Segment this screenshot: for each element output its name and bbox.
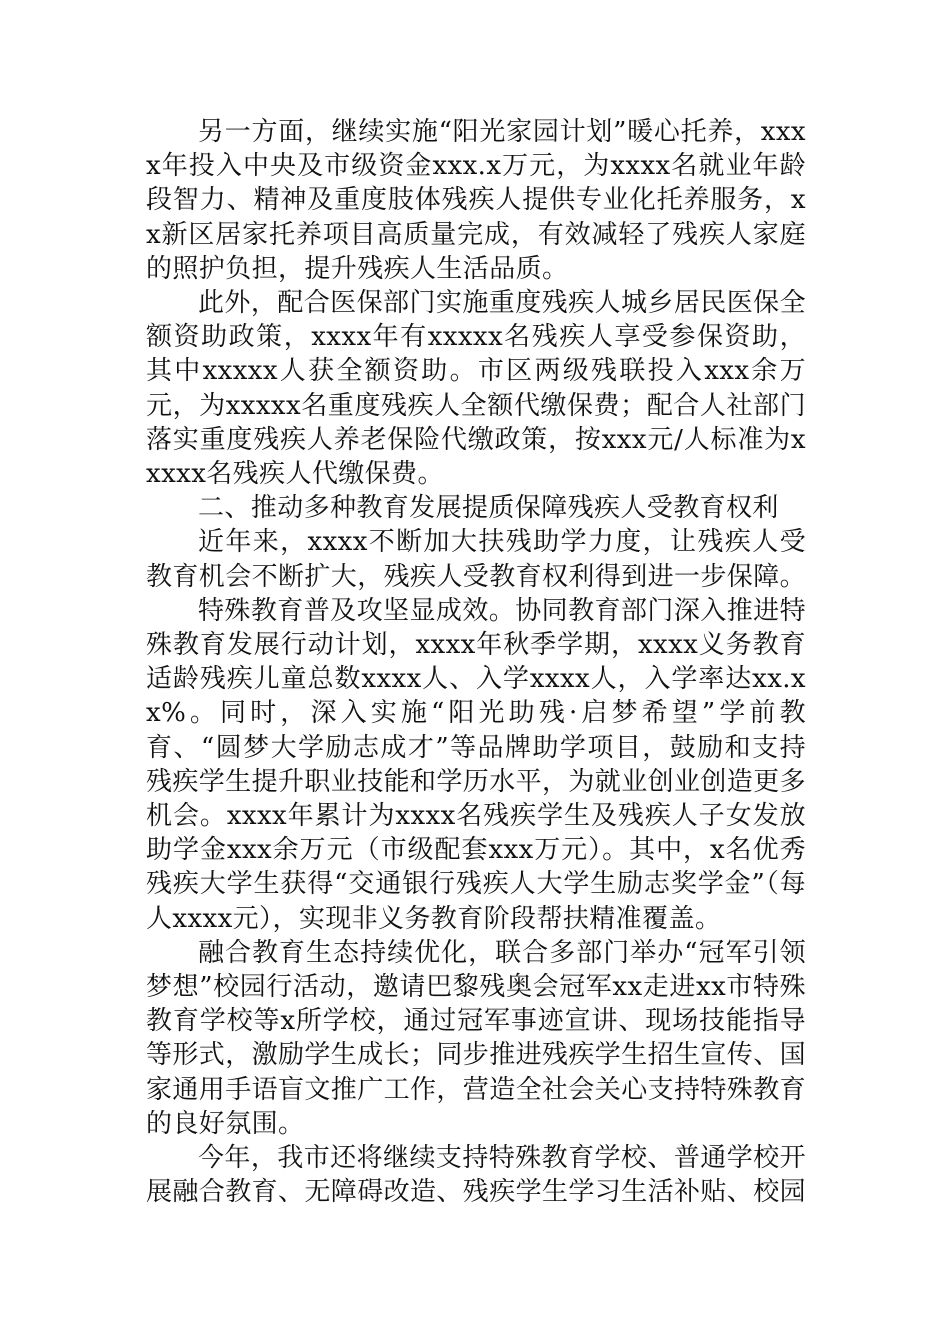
paragraph-education-intro: 近年来，xxxx不断加大扶残助学力度，让残疾人受教育机会不断扩大，残疾人受教育权利得到进一步保障。 [146,527,807,592]
paragraph-inclusive-education: 融合教育生态持续优化，联合多部门举办“冠军引领梦想”校园行活动，邀请巴黎残奥会冠军xx走进xx市特殊教育学校等x所学校，通过冠军事迹宣讲、现场技能指导等形式，激励学生成长；同步推进残疾学生招生宣传、国家通用手语盲文推广工作，营造全社会关心支持特殊教育的良好氛围。 [146,937,807,1139]
paragraph-sunshine-home: 另一方面，继续实施“阳光家园计划”暖心托养，xxxx年投入中央及市级资金xxx.x万元，为xxxx名就业年龄段智力、精神及重度肢体残疾人提供专业化托养服务，xx新区居家托养项目高质量完成，有效减轻了残疾人家庭的照护负担，提升残疾人生活品质。 [146,117,806,284]
section-heading-education: 二、推动多种教育发展提质保障残疾人受教育权利 [198,493,779,524]
paragraph-this-year: 今年，我市还将继续支持特殊教育学校、普通学校开展融合教育、无障碍改造、残疾学生学习生活补贴、校园 [146,1143,807,1208]
paragraph-special-education: 特殊教育普及攻坚显成效。协同教育部门深入推进特殊教育发展行动计划，xxxx年秋季学期，xxxx义务教育适龄残疾儿童总数xxxx人、入学xxxx人，入学率达xx.xx%。同时，深入实施“阳光助残·启梦希望”学前教育、“圆梦大学励志成才”等品牌助学项目，鼓励和支持残疾学生提升职业技能和学历水平，为就业创业创造更多机会。xxxx年累计为xxxx名残疾学生及残疾人子女发放助学金xxx余万元（市级配套xxx万元）。其中，x名优秀残疾大学生获得“交通银行残疾人大学生励志奖学金”（每人xxxx元），实现非义务教育阶段帮扶精准覆盖。 [146,595,807,934]
paragraph-medical-insurance: 此外，配合医保部门实施重度残疾人城乡居民医保全额资助政策，xxxx年有xxxxx名残疾人享受参保资助，其中xxxxx人获全额资助。市区两级残联投入xxx余万元，为xxxxx名重度残疾人全额代缴保费；配合人社部门落实重度残疾人养老保险代缴政策，按xxx元/人标准为xxxxx名残疾人代缴保费。 [146,288,806,490]
document-page [146,115,806,1210]
